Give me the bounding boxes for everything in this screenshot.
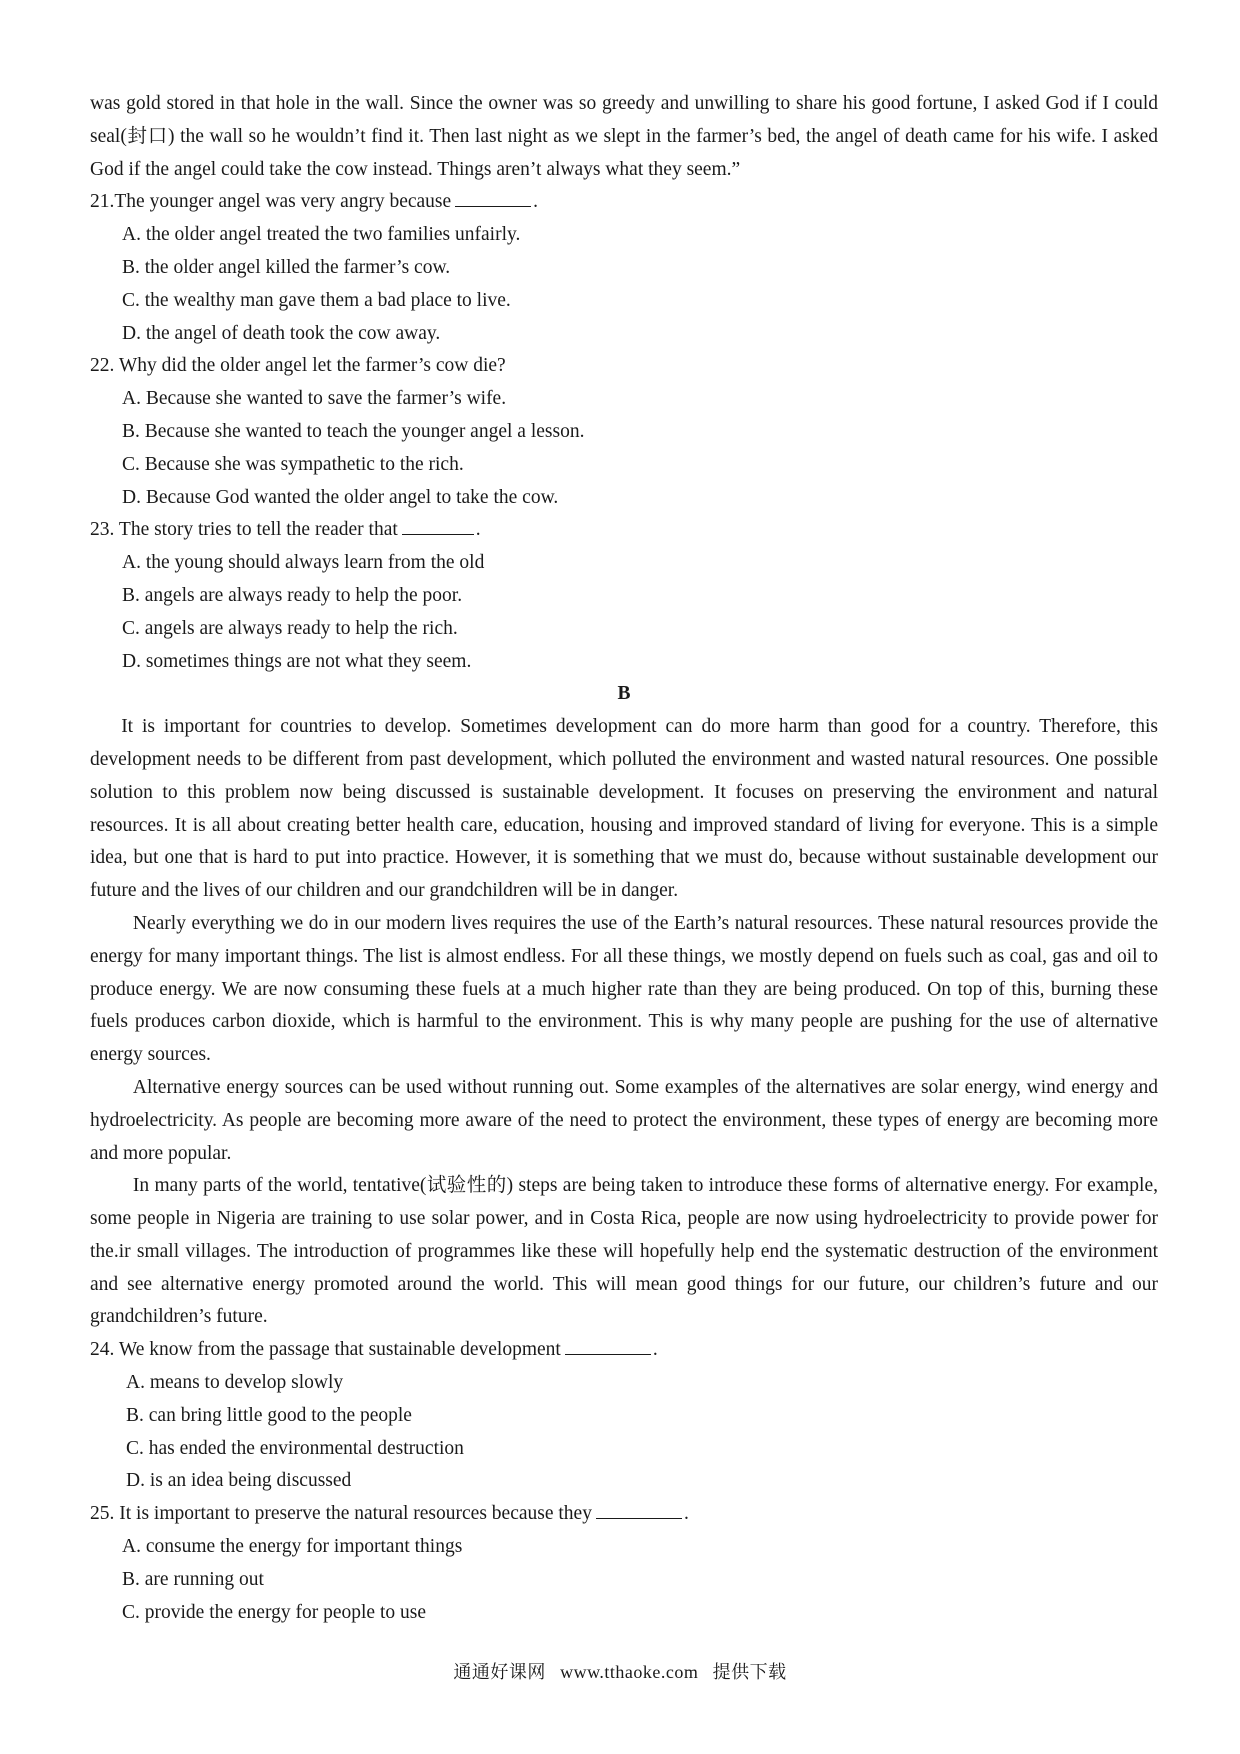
option-b: B. angels are always ready to help the poor. (122, 584, 463, 606)
passage-b-paragraph-4: In many parts of the world, tentative(试验性的) steps are being taken to introduce these forms of alternative energy. For example, some people in Nigeria are training to use solar power, and in Costa Rica, people are now using hydroelectricity to provide power for the.ir small villages. The introduction of programmes like these will hopefully help end the systematic destruction of the environment and see alternative energy promoted around the world. This will mean good things for our future, our children’s future and our grandchildren’s future. (90, 1175, 1158, 1328)
question-number: 21. (90, 191, 115, 213)
option-c: C. angels are always ready to help the rich. (122, 617, 458, 639)
option-d: D. the angel of death took the cow away. (122, 322, 441, 344)
option-c: C. Because she was sympathetic to the rich. (122, 453, 464, 475)
section-b-heading: B (617, 683, 631, 705)
option-d: D. Because God wanted the older angel to take the cow. (122, 486, 559, 508)
question-22 (90, 350, 1158, 514)
question-23: 23. The story tries to tell the reader that . A. the young should always learn from the old B. angels are always ready to help the poor. C. angels are always ready to help the rich. D. sometimes things are not what they seem. (90, 514, 1158, 678)
question-24: 24. We know from the passage that sustainable development . A. means to develop slowly B. can bring little good to the people C. has ended the environmental destruction D. is an idea being discussed (90, 1334, 1158, 1498)
question-21: 21.The younger angel was very angry because . A. the older angel treated the two families unfairly. B. the older angel killed the farmer’s cow. C. the wealthy man gave them a bad place to live. D. the angel of death took the cow away. (90, 186, 1158, 350)
answer-blank (402, 533, 474, 535)
footer-tagline: 提供下载 (712, 1662, 787, 1683)
exam-page (90, 88, 1158, 1629)
option-d: D. is an idea being discussed (126, 1470, 352, 1492)
answer-blank (565, 1353, 651, 1355)
passage-b-paragraph-1: It is important for countries to develop. Sometimes development can do more harm than good for a country. Therefore, this development needs to be different from past development, which polluted the environment and wasted natural resources. One possible solution to this problem now being discussed is sustainable development. It focuses on preserving the environment and natural resources. It is all about creating better health care, education, housing and improved standard of living for everyone. This is a simple idea, but one that is hard to put into practice. However, it is something that we must do, because without sustainable development our future and the lives of our children and our grandchildren will be in danger. (90, 716, 1158, 902)
option-d: D. sometimes things are not what they seem. (122, 650, 472, 672)
question-25: 25. It is important to preserve the natural resources because they . A. consume the energy for important things B. are running out C. provide the energy for people to use (90, 1498, 1158, 1629)
option-b: B. the older angel killed the farmer’s cow. (122, 256, 451, 278)
question-stem: The story tries to tell the reader that (118, 519, 398, 541)
question-number: 24. (90, 1339, 115, 1361)
passage-a-continuation: was gold stored in that hole in the wall. Since the owner was so greedy and unwilling to share his good fortune, I asked God if I could seal(封口) the wall so he wouldn’t find it. Then last night as we slept in the farmer’s bed, the angel of death came for his wife. I asked God if the angel could take the cow instead. Things aren’t always what they seem.” (90, 93, 1158, 180)
option-b: B. Because she wanted to teach the younger angel a lesson. (122, 420, 585, 442)
passage-b-paragraph-3: Alternative energy sources can be used without running out. Some examples of the alternatives are solar energy, wind energy and hydroelectricity. As people are becoming more aware of the need to protect the environment, these types of energy are becoming more and more popular. (90, 1076, 1158, 1164)
question-stem: The younger angel was very angry because (114, 191, 452, 213)
option-c: C. provide the energy for people to use (122, 1601, 426, 1623)
option-a: A. consume the energy for important things (122, 1536, 463, 1558)
option-b: B. are running out (122, 1568, 264, 1590)
option-a: A. the older angel treated the two families unfairly. (122, 224, 521, 246)
question-number: 25. (90, 1503, 115, 1525)
footer-url[interactable]: www.tthaoke.com (560, 1662, 699, 1682)
option-c: C. has ended the environmental destruction (126, 1437, 464, 1459)
option-c: C. the wealthy man gave them a bad place to live. (122, 289, 511, 311)
passage-b-paragraph-2: Nearly everything we do in our modern lives requires the use of the Earth’s natural resources. These natural resources provide the energy for many important things. The list is almost endless. For all these things, we mostly depend on fuels such as coal, gas and oil to produce energy. We are now consuming these fuels at a much higher rate than they are being produced. On top of this, burning these fuels produces carbon dioxide, which is harmful to the environment. This is why many people are pushing for the use of alternative energy sources. (90, 912, 1158, 1066)
option-b: B. can bring little good to the people (126, 1404, 412, 1426)
footer-site-name: 通通好课网 (453, 1662, 546, 1683)
option-a: A. means to develop slowly (126, 1372, 344, 1394)
question-stem: It is important to preserve the natural resources because they (119, 1503, 592, 1525)
answer-blank (596, 1517, 682, 1519)
page-footer (0, 1658, 1240, 1684)
question-number: 23. (90, 519, 115, 541)
question-stem: We know from the passage that sustainable development (118, 1339, 561, 1361)
option-a: A. the young should always learn from the old (122, 552, 485, 574)
question-stem: Why did the older angel let the farmer’s cow die? (118, 355, 506, 377)
question-number: 22. (90, 355, 115, 377)
option-a: A. Because she wanted to save the farmer’s wife. (122, 388, 507, 410)
answer-blank (455, 205, 531, 207)
